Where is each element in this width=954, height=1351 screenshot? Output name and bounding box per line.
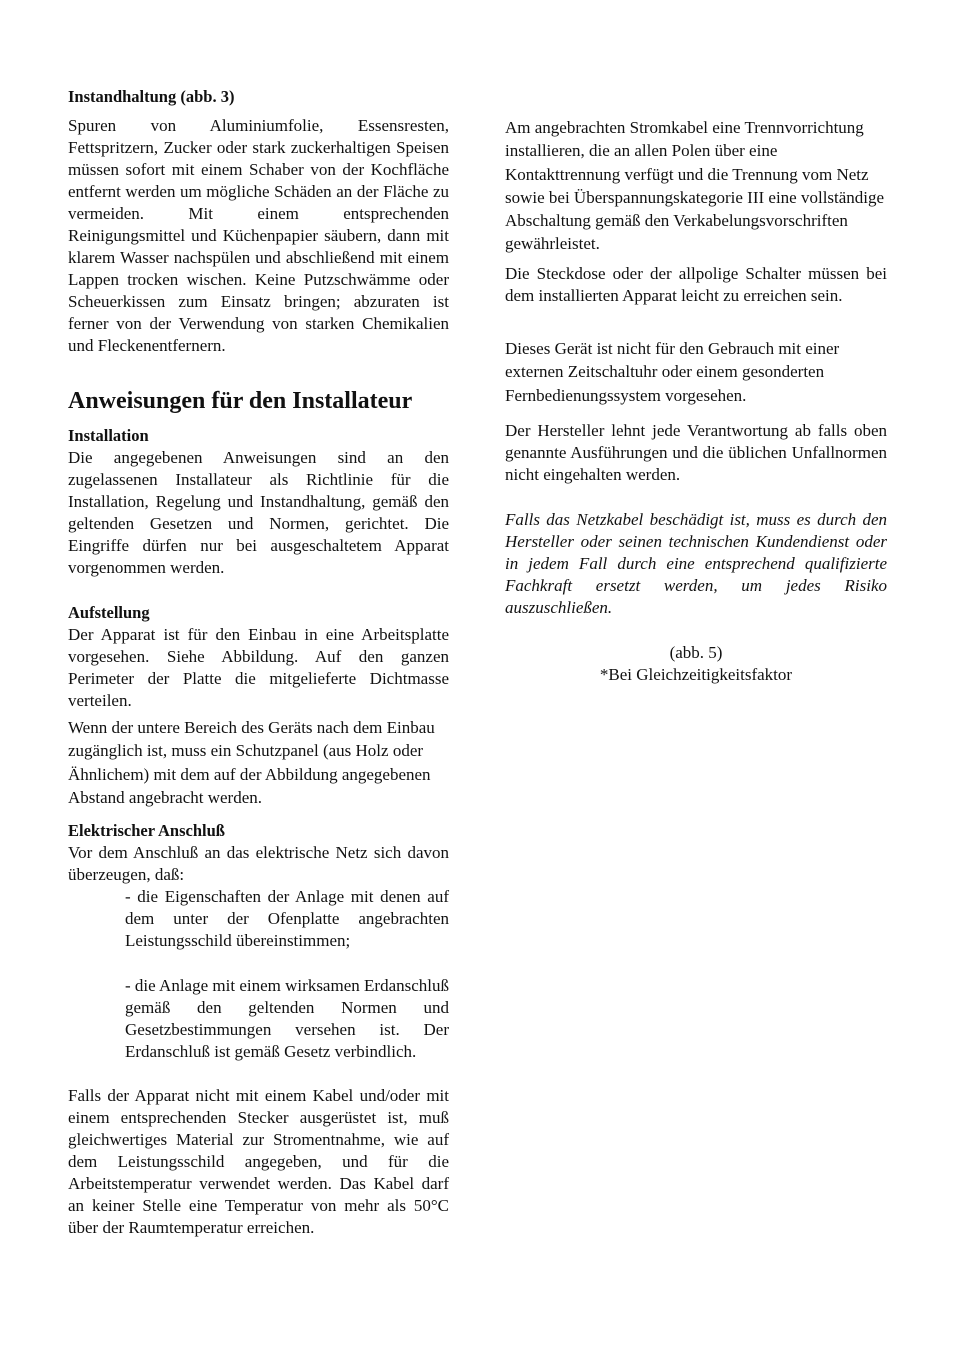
- installation-text: Die angegebenen Anweisungen sind an den zugelassenen Installateur als Richtlinie für die Installation, Regelung und Instandhaltung, gemäß den geltenden Gesetzen und Normen, gerichtet. Die Eingriffe dürfen nur bei ausgeschaltetem Apparat vorgenommen werden.: [68, 448, 449, 577]
- disconnect-device-text: Am angebrachten Stromkabel eine Trennvorrichtung installieren, die an allen Polen über eine Kontakttrennung verfügt und die Trennung vom Netz sowie bei Überspannungskategorie III eine vollständige Abschaltung gemäß den Verkabelungsvorschriften gewährleistet.: [505, 118, 885, 254]
- maintenance-text: Spuren von Aluminiumfolie, Essensresten, Fettspritzern, Zucker oder stark zuckerhaltigen Speisen müssen sofort mit einem Schaber von der Kochfläche entfernt werden um mögliche Schäden an der Fläche zu vermeiden. Mit einem entsprechenden Reinigungsmittel und Küchenpapier säubern, dann mit klarem Wasser nachspülen und abschließend mit einem Lappen trocken wischen. Keine Putzschwämme oder Scheuerkissen zum Einsatz bringen; abzuraten ist ferner von der Verwendung von starken Chemikalien und Fleckenentfernern.: [68, 116, 449, 355]
- power-cable-replacement-text: Falls das Netzkabel beschädigt ist, muss es durch den Hersteller oder seinen technischen Kundendienst oder in jedem Fall durch eine entsprechend qualifizierte Fachkraft ersetzt werden, um jedes Risiko auszuschließen.: [505, 510, 887, 617]
- electrical-cable-text: Falls der Apparat nicht mit einem Kabel und/oder mit einem entsprechenden Stecker ausgerüstet ist, muß gleichwertiges Material zur Stromentnahme, wie auf dem Leistungsschild angegeben, und für die Arbeitstemperatur verwendet werden. Das Kabel darf an keiner Stelle eine Temperatur von mehr als 50°C über der Raumtemperatur erreichen.: [68, 1086, 449, 1237]
- manufacturer-liability-text: Der Hersteller lehnt jede Verantwortung ab falls oben genannte Ausführungen und die üblichen Unfallnormen nicht eingehalten werden.: [505, 421, 887, 484]
- placement-text: Der Apparat ist für den Einbau in eine Arbeitsplatte vorgesehen. Siehe Abbildung. Auf den ganzen Perimeter der Platte die mitgelieferte Dichtmasse verteilen.: [68, 625, 449, 710]
- maintenance-heading: Instandhaltung (abb. 3): [68, 87, 235, 106]
- electrical-condition-rating-plate: - die Eigenschaften der Anlage mit denen auf dem unter der Ofenplatte angebrachten Leistungsschild übereinstimmen;: [125, 887, 449, 950]
- figure-reference: (abb. 5): [669, 643, 723, 662]
- placement-heading: Aufstellung: [68, 603, 150, 622]
- timer-usage-text: Dieses Gerät ist nicht für den Gebrauch mit einer externen Zeitschaltuhr oder einem gesonderten Fernbedienungssystem vorgesehen.: [505, 339, 840, 405]
- electrical-intro: Vor dem Anschluß an das elektrische Netz sich davon überzeugen, daß:: [68, 843, 449, 884]
- placement-protection-panel-text: Wenn der untere Bereich des Geräts nach dem Einbau zugänglich ist, muss ein Schutzpanel (aus Holz oder Ähnlichem) mit dem auf der Abbildung angegebenen Abstand angebracht werden.: [68, 718, 435, 807]
- electrical-connection-heading: Elektrischer Anschluß: [68, 821, 225, 840]
- electrical-condition-grounding: - die Anlage mit einem wirksamen Erdanschluß gemäß den geltenden Normen und Gesetzbestimmungen versehen ist. Der Erdanschluß ist gemäß Gesetz verbindlich.: [125, 976, 449, 1061]
- installer-instructions-title: Anweisungen für den Installateur: [68, 388, 413, 414]
- installation-heading: Installation: [68, 426, 149, 445]
- figure-note: *Bei Gleichzeitigkeitsfaktor: [599, 665, 793, 684]
- socket-accessibility-text: Die Steckdose oder der allpolige Schalter müssen bei dem installierten Apparat leicht zu erreichen sein.: [505, 264, 887, 305]
